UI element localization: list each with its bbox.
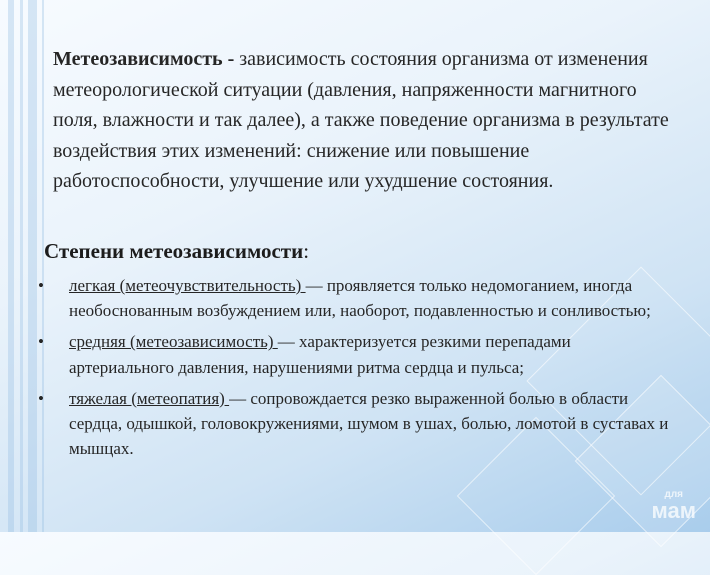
intro-paragraph <box>53 44 673 197</box>
degrees-title: Степени метеозависимости <box>44 239 304 263</box>
bullet-icon: • <box>38 332 44 352</box>
intro-text: зависимость состояния организма от изменения метеорологической ситуации (давления, напряженности магнитного поля, влажности и так далее), а также поведение организма в результате воздействия этих изменений: снижение или повышение работоспособности, улучшение или ухудшение состояния. <box>53 48 669 192</box>
watermark-bottom: мам <box>651 498 696 523</box>
watermark-logo <box>652 490 697 522</box>
degree-severe-text: — сопровождается резко выраженной болью в области сердца, одышкой, головокружениями, шумом в ушах, болью, ломотой в суставах и мышцах. <box>69 388 669 459</box>
degree-light-text: — проявляется только недомоганием, иногда необоснованным возбуждением или, наоборот, подавленностью и сонливостью; <box>69 276 651 321</box>
bullet-icon: • <box>38 276 44 295</box>
bullet-icon: • <box>38 388 44 408</box>
degrees-colon: : <box>303 239 310 263</box>
degree-severe-link[interactable]: тяжелая (метеопатия) <box>69 388 230 408</box>
watermark-top: для <box>664 489 684 500</box>
degree-medium-text: — характеризуется резкими перепадами артериального давления, нарушениями ритма сердца и пульса; <box>69 332 571 377</box>
list-item <box>38 386 678 462</box>
degrees-heading <box>44 237 309 265</box>
list-item <box>38 273 678 323</box>
intro-term: Метеозависимость - <box>53 48 235 70</box>
list-item <box>38 329 678 379</box>
degree-light-link[interactable]: легкая (метеочувствительность) <box>69 276 306 295</box>
degree-medium-link[interactable]: средняя (метеозависимость) <box>69 332 278 352</box>
degrees-list <box>38 273 678 467</box>
